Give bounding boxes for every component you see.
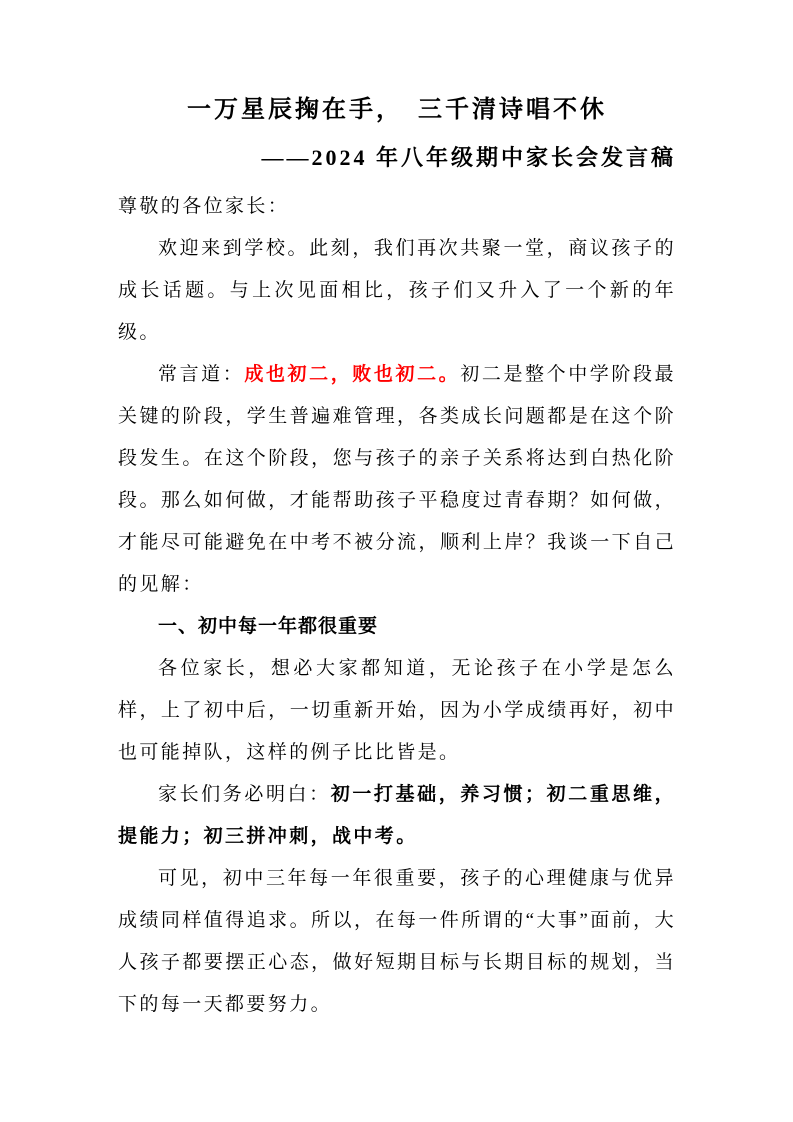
paragraph-saying: [118, 354, 676, 606]
paragraph-saying-lead: 常言道：: [158, 364, 245, 385]
paragraph-motto-lead: 家长们务必明白：: [158, 784, 331, 805]
paragraph-each-year: [118, 648, 676, 774]
document-title: 一万星辰掬在手， 三千清诗唱不休: [187, 97, 607, 123]
red-emphasis-text: 成也初二，败也初二。: [244, 364, 461, 385]
paragraph-conclusion: [118, 858, 676, 1026]
paragraph-welcome: [118, 228, 676, 354]
bold-emphasis-text: 初一打基础，养习惯；初二重思维，提能力；初三拼冲刺，战中考。: [118, 784, 676, 847]
paragraph-each-year-text: 各位家长，想必大家都知道，无论孩子在小学是怎么样，上了初中后，一切重新开始，因为小学成绩再好，初中也可能掉队，这样的例子比比皆是。: [118, 658, 676, 763]
document-subtitle: ——2024 年八年级期中家长会发言稿: [261, 145, 676, 170]
document-body: [118, 186, 676, 1026]
paragraph-saying-rest: 初二是整个中学阶段最关键的阶段，学生普遍难管理，各类成长问题都是在这个阶段发生。在这个阶段，您与孩子的亲子关系将达到白热化阶段。那么如何做，才能帮助孩子平稳度过青春期？如何做，才能尽可能避免在中考不被分流，顺利上岸？我谈一下自己的见解：: [118, 364, 676, 595]
paragraph-welcome-text: 欢迎来到学校。此刻，我们再次共聚一堂，商议孩子的成长话题。与上次见面相比，孩子们又升入了一个新的年级。: [118, 238, 676, 343]
paragraph-conclusion-text: 可见，初中三年每一年很重要，孩子的心理健康与优异成绩同样值得追求。所以，在每一件所谓的“大事”面前，大人孩子都要摆正心态，做好短期目标与长期目标的规划，当下的每一天都要努力。: [118, 868, 676, 1015]
paragraph-motto: [118, 774, 676, 858]
salutation: 尊敬的各位家长：: [118, 196, 290, 217]
section-1-heading: 一、初中每一年都很重要: [158, 616, 379, 637]
